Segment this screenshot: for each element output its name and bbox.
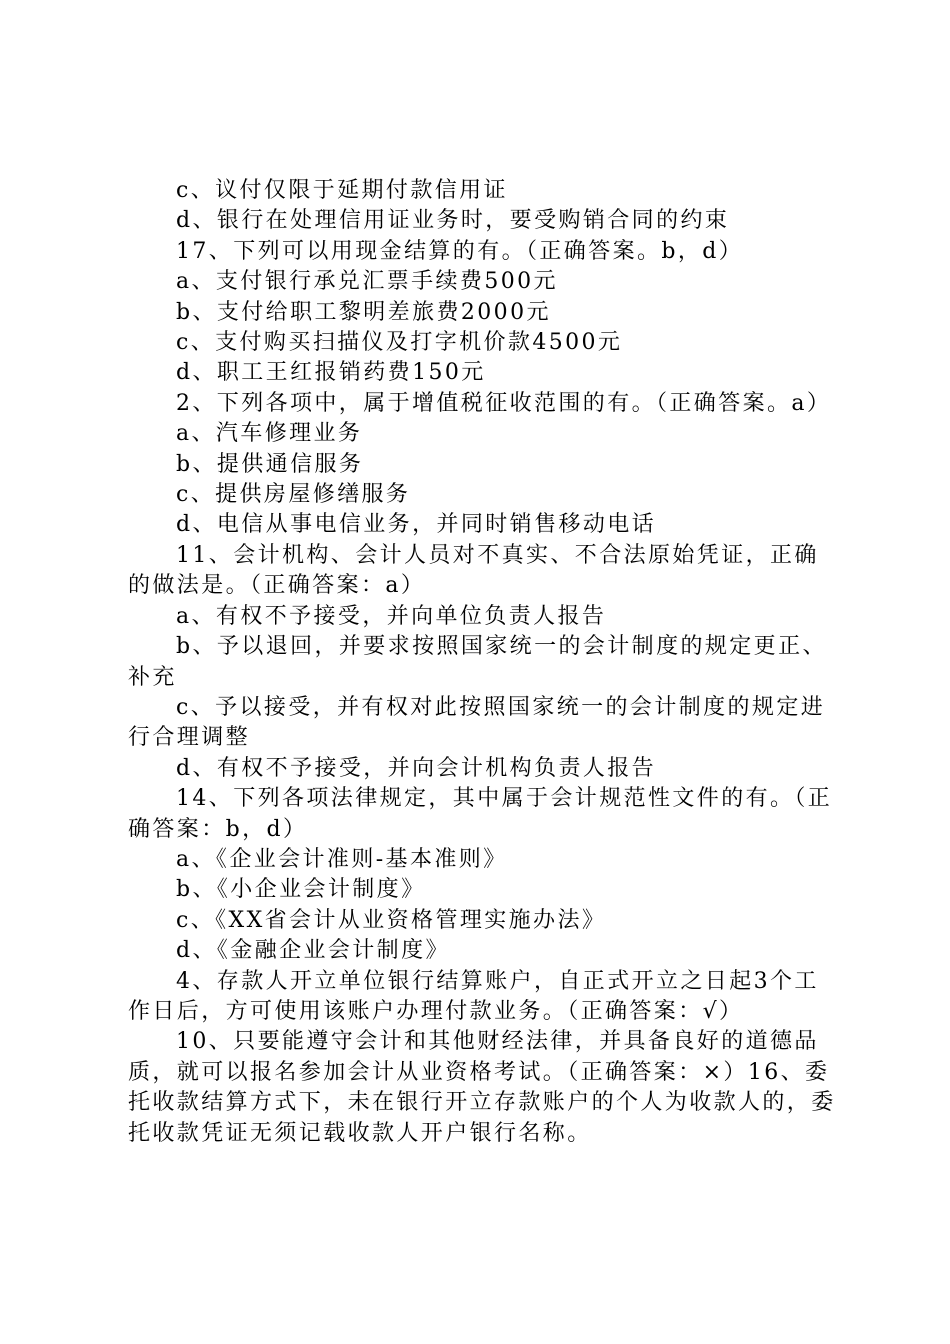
text-line: c、议付仅限于延期付款信用证 [176, 178, 508, 203]
option-a: a、支付银行承兑汇票手续费500元 [176, 269, 558, 295]
text-line: d、银行在处理信用证业务时，要受购销合同的约束 [176, 208, 730, 234]
question-14: 14、下列各项法律规定，其中属于会计规范性文件的有。（正确答案：b，d） [128, 786, 833, 842]
question-17: 17、下列可以用现金结算的有。（正确答案。b，d） [176, 238, 744, 264]
option-d: d、《金融企业会计制度》 [176, 938, 450, 964]
option-a: a、汽车修理业务 [176, 421, 363, 447]
option-d: d、电信从事电信业务，并同时销售移动电话 [176, 512, 657, 538]
option-b: b、《小企业会计制度》 [176, 877, 426, 903]
option-b: b、予以退回，并要求按照国家统一的会计制度的规定更正、补充 [128, 634, 827, 690]
option-c: c、提供房屋修缮服务 [176, 482, 411, 508]
option-b: b、支付给职工黎明差旅费2000元 [176, 299, 551, 325]
document-body [128, 176, 840, 1149]
question-2: 2、下列各项中，属于增值税征收范围的有。（正确答案。a） [176, 390, 832, 416]
question-4: 4、存款人开立单位银行结算账户，自正式开立之日起3个工作日后，方可使用该账户办理付款业务。（正确答案：√） [128, 968, 819, 1024]
question-11: 11、会计机构、会计人员对不真实、不合法原始凭证，正确的做法是。（正确答案：a） [128, 542, 819, 599]
option-b: b、提供通信服务 [176, 451, 364, 477]
option-a: a、《企业会计准则-基本准则》 [176, 846, 508, 872]
option-a: a、有权不予接受，并向单位负责人报告 [176, 603, 607, 629]
option-c: c、《XX省会计从业资格管理实施办法》 [176, 907, 607, 933]
option-c: c、予以接受，并有权对此按照国家统一的会计制度的规定进行合理调整 [128, 694, 826, 751]
option-c: c、支付购买扫描仪及打字机价款4500元 [176, 330, 623, 356]
option-d: d、有权不予接受，并向会计机构负责人报告 [176, 755, 657, 781]
option-d: d、职工王红报销药费150元 [176, 360, 486, 386]
question-10-16: 10、只要能遵守会计和其他财经法律，并具备良好的道德品质，就可以报名参加会计从业资格考试。（正确答案：×）16、委托收款结算方式下，未在银行开立存款账户的个人为收款人的，委托收款凭证无须记载收款人开户银行名称。 [128, 1029, 836, 1146]
